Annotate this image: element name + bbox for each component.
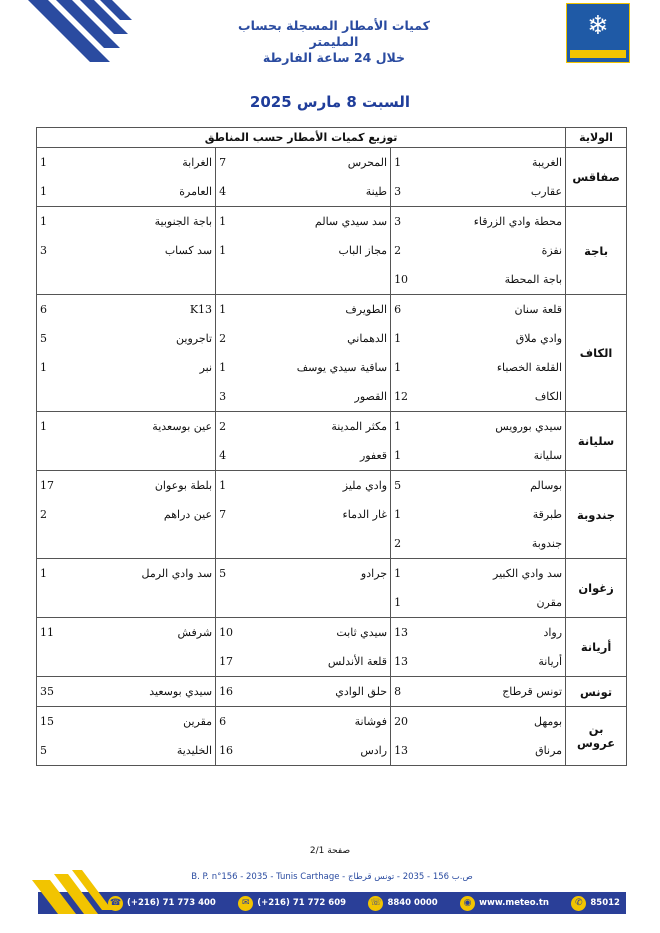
rainfall-value-cell: 5: [391, 471, 416, 501]
station-name-cell: [66, 647, 216, 677]
rainfall-value-cell: 1: [37, 353, 66, 382]
rainfall-value-cell: 1: [391, 412, 416, 442]
fax-icon: ✉: [238, 896, 253, 911]
phone-icon: ☎: [108, 896, 123, 911]
header-title: [214, 18, 454, 66]
rainfall-value-cell: 6: [37, 295, 66, 325]
station-name-cell: سد وادي الكبير: [416, 559, 566, 589]
station-name-cell: [66, 382, 216, 412]
rainfall-value-cell: [37, 647, 66, 677]
rainfall-value-cell: 1: [216, 471, 241, 501]
rainfall-value-cell: 13: [391, 647, 416, 677]
station-name-cell: العامرة: [66, 177, 216, 207]
station-name-cell: [241, 588, 391, 618]
station-name-cell: الطويرف: [241, 295, 391, 325]
rainfall-value-cell: [37, 382, 66, 412]
governorate-cell: زغوان: [566, 559, 627, 618]
col-governorate-header: الولاية: [566, 128, 627, 148]
station-name-cell: غار الدماء: [241, 500, 391, 529]
station-name-cell: قعفور: [241, 441, 391, 471]
governorate-cell: تونس: [566, 677, 627, 707]
station-name-cell: مقرين: [66, 707, 216, 737]
rainfall-value-cell: 15: [37, 707, 66, 737]
table-row: [37, 295, 627, 325]
table-row: [37, 207, 627, 237]
station-name-cell: بوسالم: [416, 471, 566, 501]
station-name-cell: القصور: [241, 382, 391, 412]
table-row: [37, 677, 627, 707]
rainfall-value-cell: 2: [216, 412, 241, 442]
rainfall-value-cell: 7: [216, 148, 241, 178]
table-row: [37, 177, 627, 207]
rainfall-value-cell: 1: [391, 588, 416, 618]
rainfall-value-cell: 3: [391, 207, 416, 237]
rainfall-value-cell: 5: [216, 559, 241, 589]
hotline-icon: ☏: [368, 896, 383, 911]
station-name-cell: مجاز الباب: [241, 236, 391, 265]
station-name-cell: باجة الجنوبية: [66, 207, 216, 237]
station-name-cell: [241, 529, 391, 559]
station-name-cell: شرفش: [66, 618, 216, 648]
header-title-line1: كميات الأمطار المسجلة بحساب المليمتر: [238, 18, 430, 49]
station-name-cell: سليانة: [416, 441, 566, 471]
footer-website[interactable]: ◉ www.meteo.tn: [460, 896, 549, 911]
rainfall-value-cell: 4: [216, 177, 241, 207]
station-name-cell: مقرن: [416, 588, 566, 618]
rainfall-value-cell: 1: [216, 295, 241, 325]
table-row: [37, 618, 627, 648]
table-row: [37, 148, 627, 178]
rainfall-value-cell: 1: [37, 412, 66, 442]
header-title-line2: خلال 24 ساعة الفارطة: [262, 50, 406, 65]
rainfall-value-cell: 1: [391, 559, 416, 589]
governorate-cell: جندوبة: [566, 471, 627, 559]
rainfall-value-cell: 4: [216, 441, 241, 471]
station-name-cell: الكاف: [416, 382, 566, 412]
station-name-cell: رادس: [241, 736, 391, 766]
station-name-cell: سيدي بورويس: [416, 412, 566, 442]
rainfall-value-cell: 3: [391, 177, 416, 207]
station-name-cell: باجة المحطة: [416, 265, 566, 295]
rainfall-value-cell: 5: [37, 736, 66, 766]
station-name-cell: ساقية سيدي يوسف: [241, 353, 391, 382]
station-name-cell: [66, 529, 216, 559]
rainfall-value-cell: 17: [37, 471, 66, 501]
table-row: [37, 707, 627, 737]
rainfall-value-cell: [216, 529, 241, 559]
rainfall-value-cell: 2: [391, 529, 416, 559]
station-name-cell: جرادو: [241, 559, 391, 589]
station-name-cell: أريانة: [416, 647, 566, 677]
station-name-cell: الغريبة: [416, 148, 566, 178]
sms-icon: ✆: [571, 896, 586, 911]
rainfall-value-cell: 1: [37, 207, 66, 237]
station-name-cell: مرناق: [416, 736, 566, 766]
rainfall-value-cell: [37, 529, 66, 559]
station-name-cell: [241, 265, 391, 295]
rainfall-value-cell: 10: [391, 265, 416, 295]
rainfall-value-cell: 1: [216, 353, 241, 382]
rainfall-value-cell: 13: [391, 736, 416, 766]
station-name-cell: سيدي ثابت: [241, 618, 391, 648]
page-number: صفحة 2/1: [309, 846, 351, 856]
table-row: [37, 736, 627, 766]
rainfall-value-cell: 1: [37, 177, 66, 207]
rainfall-value-cell: 2: [391, 236, 416, 265]
station-name-cell: [66, 441, 216, 471]
station-name-cell: تونس قرطاج: [416, 677, 566, 707]
station-name-cell: مكثر المدينة: [241, 412, 391, 442]
footer-address: B. P. n°156 - 2035 - Tunis Carthage - ص.ب 156 - 2035 - تونس قرطاج: [191, 872, 473, 882]
table-row: [37, 647, 627, 677]
station-name-cell: سد كساب: [66, 236, 216, 265]
governorate-cell: صفاقس: [566, 148, 627, 207]
rainfall-value-cell: 1: [37, 148, 66, 178]
table-row: [37, 471, 627, 501]
station-name-cell: محطة وادي الزرقاء: [416, 207, 566, 237]
station-name-cell: K13: [66, 295, 216, 325]
station-name-cell: عقارب: [416, 177, 566, 207]
table-row: [37, 500, 627, 529]
rainfall-value-cell: 6: [391, 295, 416, 325]
col-distribution-header: توزيع كميات الأمطار حسب المناطق: [37, 128, 566, 148]
rainfall-value-cell: 3: [216, 382, 241, 412]
station-name-cell: تاجروين: [66, 324, 216, 353]
rainfall-value-cell: [37, 588, 66, 618]
governorate-cell: أريانة: [566, 618, 627, 677]
station-name-cell: سيدي بوسعيد: [66, 677, 216, 707]
rainfall-value-cell: 2: [37, 500, 66, 529]
rainfall-value-cell: 12: [391, 382, 416, 412]
globe-icon: ◉: [460, 896, 475, 911]
rainfall-value-cell: 1: [391, 324, 416, 353]
footer-phone2: ✉ (+216) 71 772 609: [238, 896, 346, 911]
station-name-cell: الدهماني: [241, 324, 391, 353]
station-name-cell: القلعة الخصباء: [416, 353, 566, 382]
rainfall-value-cell: 2: [216, 324, 241, 353]
rainfall-value-cell: 35: [37, 677, 66, 707]
station-name-cell: وادي مليز: [241, 471, 391, 501]
rainfall-table: [36, 127, 627, 766]
rainfall-value-cell: 16: [216, 677, 241, 707]
station-name-cell: طبرقة: [416, 500, 566, 529]
station-name-cell: قلعة الأندلس: [241, 647, 391, 677]
governorate-cell: باجة: [566, 207, 627, 295]
rainfall-value-cell: 13: [391, 618, 416, 648]
rainfall-value-cell: 8: [391, 677, 416, 707]
station-name-cell: حلق الوادي: [241, 677, 391, 707]
rainfall-value-cell: [216, 265, 241, 295]
report-date: السبت 8 مارس 2025: [249, 93, 411, 111]
table-row: [37, 559, 627, 589]
governorate-cell: بن عروس: [566, 707, 627, 766]
rainfall-value-cell: 1: [391, 441, 416, 471]
rainfall-value-cell: [37, 441, 66, 471]
station-name-cell: سد سيدي سالم: [241, 207, 391, 237]
rainfall-value-cell: 17: [216, 647, 241, 677]
station-name-cell: رواد: [416, 618, 566, 648]
rainfall-value-cell: 1: [37, 559, 66, 589]
table-row: [37, 382, 627, 412]
station-name-cell: عين بوسعدية: [66, 412, 216, 442]
table-row: [37, 236, 627, 265]
station-name-cell: المحرس: [241, 148, 391, 178]
station-name-cell: الخليدية: [66, 736, 216, 766]
station-name-cell: قلعة سنان: [416, 295, 566, 325]
header-stripes: [0, 0, 150, 70]
table-row: [37, 353, 627, 382]
station-name-cell: [66, 588, 216, 618]
table-row: [37, 588, 627, 618]
rainfall-value-cell: 3: [37, 236, 66, 265]
footer: [38, 872, 626, 920]
station-name-cell: [66, 265, 216, 295]
station-name-cell: عين دراهم: [66, 500, 216, 529]
table-row: [37, 265, 627, 295]
rainfall-value-cell: 20: [391, 707, 416, 737]
rainfall-value-cell: 1: [391, 353, 416, 382]
station-name-cell: نفزة: [416, 236, 566, 265]
rainfall-value-cell: 5: [37, 324, 66, 353]
station-name-cell: جندوبة: [416, 529, 566, 559]
rainfall-value-cell: 16: [216, 736, 241, 766]
rainfall-value-cell: 1: [216, 207, 241, 237]
inm-logo: [566, 3, 630, 63]
station-name-cell: بومهل: [416, 707, 566, 737]
station-name-cell: بلطة بوعوان: [66, 471, 216, 501]
rainfall-value-cell: 1: [216, 236, 241, 265]
station-name-cell: نبر: [66, 353, 216, 382]
table-row: [37, 529, 627, 559]
table-header-row: [37, 128, 627, 148]
table-row: [37, 412, 627, 442]
rainfall-value-cell: 10: [216, 618, 241, 648]
footer-phone3: ☏ 8840 0000: [368, 896, 437, 911]
station-name-cell: الغرابة: [66, 148, 216, 178]
rainfall-value-cell: 11: [37, 618, 66, 648]
rainfall-value-cell: [37, 265, 66, 295]
table-row: [37, 324, 627, 353]
governorate-cell: سليانة: [566, 412, 627, 471]
station-name-cell: طينة: [241, 177, 391, 207]
rainfall-value-cell: 1: [391, 500, 416, 529]
rainfall-value-cell: 1: [391, 148, 416, 178]
station-name-cell: سد وادي الرمل: [66, 559, 216, 589]
snowflake-icon: ❄: [587, 11, 609, 41]
footer-phone1: ☎ (+216) 71 773 400: [108, 896, 216, 911]
rainfall-value-cell: 6: [216, 707, 241, 737]
rainfall-value-cell: 7: [216, 500, 241, 529]
footer-code: ✆ 85012: [571, 896, 620, 911]
station-name-cell: وادي ملاق: [416, 324, 566, 353]
rainfall-value-cell: [216, 588, 241, 618]
governorate-cell: الكاف: [566, 295, 627, 412]
station-name-cell: فوشانة: [241, 707, 391, 737]
table-row: [37, 441, 627, 471]
